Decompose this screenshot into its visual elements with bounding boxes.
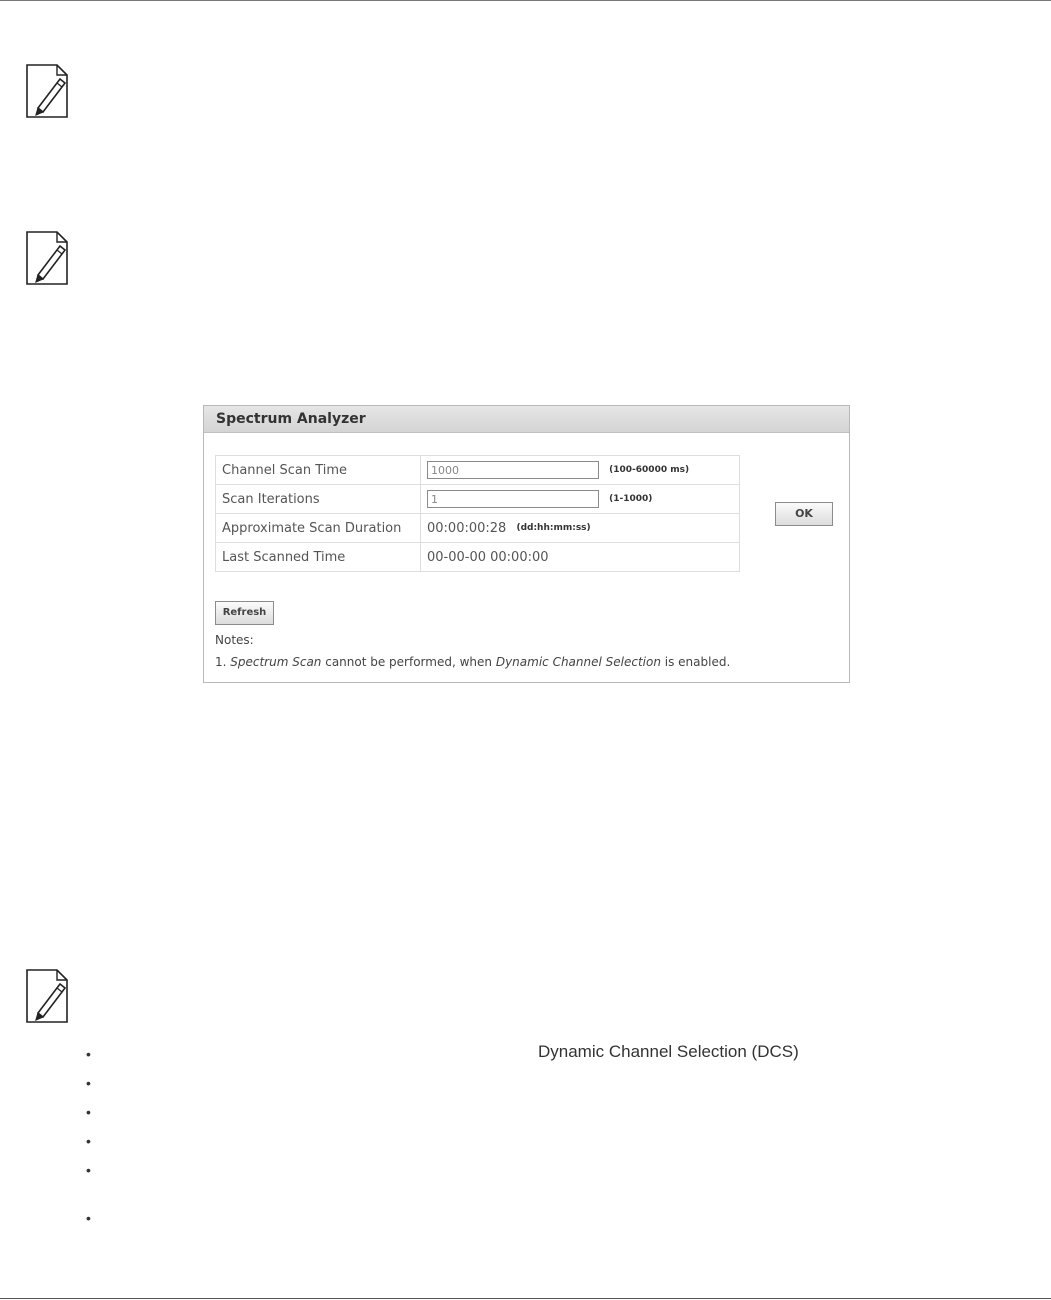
bullet-marker: • (86, 1046, 91, 1062)
dcs-bullet-text: Dynamic Channel Selection (DCS) (538, 1042, 799, 1061)
scan-iterations-hint: (1-1000) (609, 494, 653, 504)
notes-title: Notes: (215, 633, 254, 647)
scan-duration-value: 00:00:00:28 (427, 520, 507, 536)
note-pencil-icon (24, 229, 70, 287)
bullet-marker: • (86, 1162, 91, 1178)
bullet-marker: • (86, 1210, 91, 1226)
bottom-rule (0, 1298, 1051, 1299)
note-term-spectrum-scan: Spectrum Scan (230, 655, 322, 669)
note-prefix: 1. (215, 655, 231, 669)
bullet-marker: • (86, 1075, 91, 1091)
table-row (216, 456, 740, 485)
notes-line (215, 655, 730, 669)
bullet-marker: • (86, 1104, 91, 1120)
bullet-marker: • (86, 1133, 91, 1149)
note-pencil-icon (24, 62, 70, 120)
panel-title: Spectrum Analyzer (204, 406, 849, 433)
scan-duration-label: Approximate Scan Duration (216, 514, 421, 543)
table-row (216, 485, 740, 514)
note-suffix: is enabled. (660, 655, 731, 669)
scan-duration-cell (421, 514, 740, 543)
table-row (216, 543, 740, 572)
scan-iterations-cell (421, 485, 740, 514)
scan-iterations-input[interactable] (427, 490, 599, 508)
note-pencil-icon (24, 967, 70, 1025)
scan-iterations-label: Scan Iterations (216, 485, 421, 514)
refresh-button[interactable]: Refresh (215, 601, 274, 625)
spectrum-analyzer-panel (203, 405, 850, 683)
channel-scan-time-label: Channel Scan Time (216, 456, 421, 485)
last-scanned-value: 00-00-00 00:00:00 (421, 543, 740, 572)
channel-scan-time-cell (421, 456, 740, 485)
scan-duration-hint: (dd:hh:mm:ss) (516, 523, 591, 533)
ok-button[interactable]: OK (775, 502, 833, 526)
channel-scan-time-input[interactable] (427, 461, 599, 479)
table-row (216, 514, 740, 543)
settings-table (215, 455, 740, 572)
channel-scan-time-hint: (100-60000 ms) (609, 465, 690, 475)
note-term-dcs: Dynamic Channel Selection (495, 655, 661, 669)
last-scanned-label: Last Scanned Time (216, 543, 421, 572)
top-rule (0, 0, 1051, 1)
note-mid: cannot be performed, when (321, 655, 496, 669)
